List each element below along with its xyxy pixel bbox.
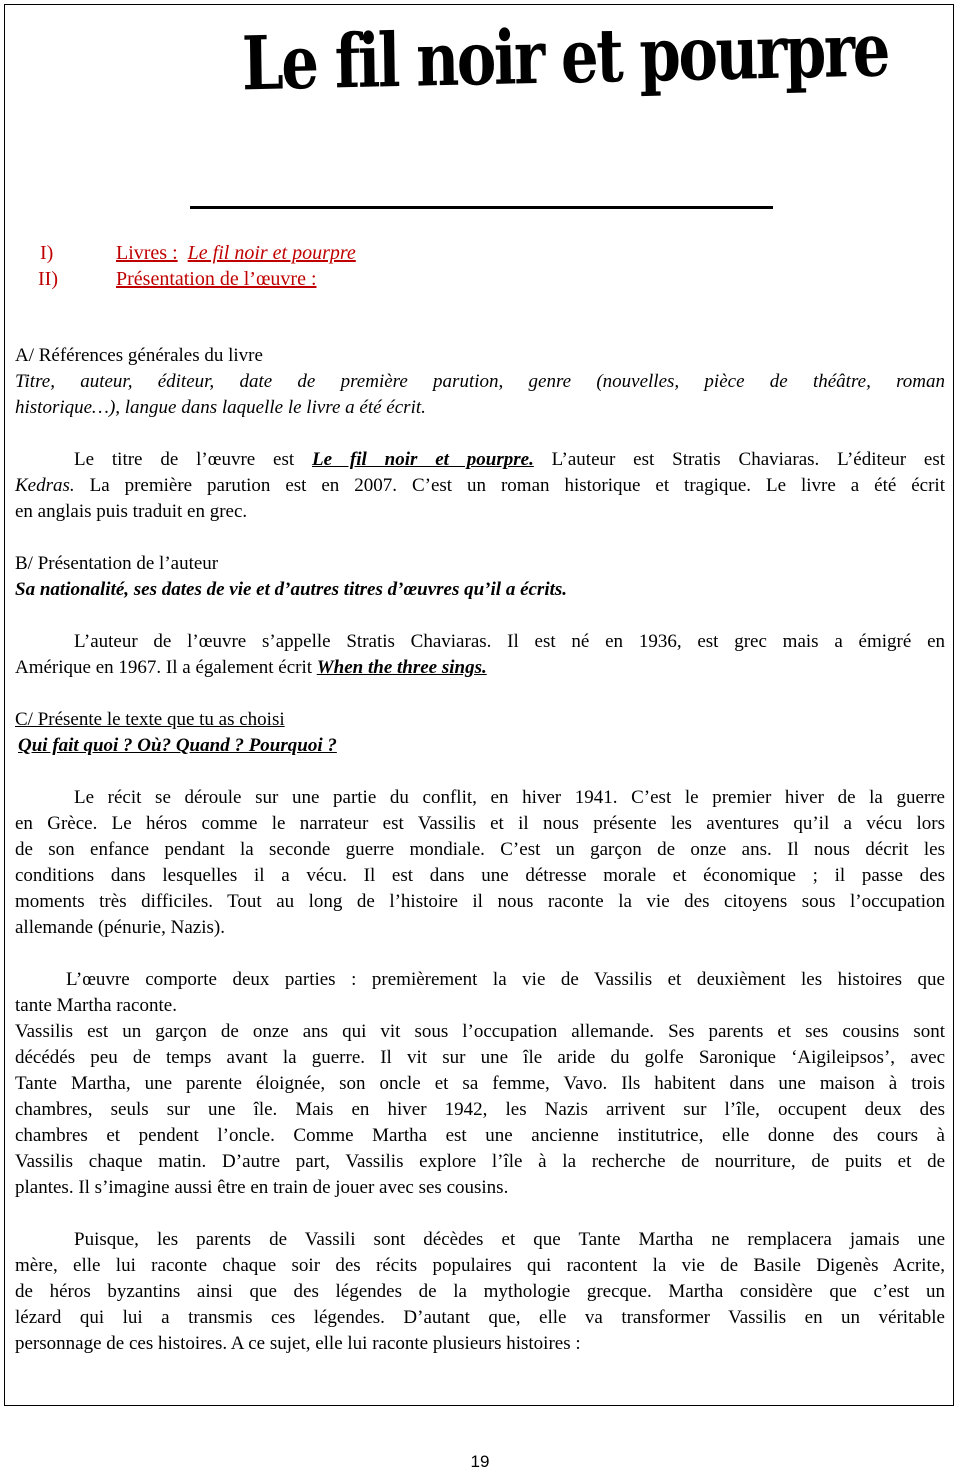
- paragraph-line: Vassilis est un garçon de onze ans qui vit sous l’occupation allemande. Ses parents et ses cousins sont: [15, 1021, 945, 1042]
- section-a-heading: A/ Références générales du livre: [15, 345, 263, 366]
- paragraph-line: de héros byzantins ainsi que des légendes de la mythologie grecque. Martha considère que c’est un: [15, 1281, 945, 1302]
- section-a-line: [15, 473, 945, 499]
- section-b-line: L’auteur de l’œuvre s’appelle Stratis Chaviaras. Il est né en 1936, est grec mais a émigré en: [74, 631, 945, 652]
- book-title: Le fil noir et pourpre.: [312, 449, 534, 470]
- paragraph-line: tante Martha raconte.: [15, 995, 177, 1016]
- text: Amérique en 1967. Il a également écrit: [15, 657, 317, 678]
- paragraph-line: personnage de ces histoires. A ce sujet, elle lui raconte plusieurs histoires :: [15, 1333, 581, 1354]
- book-title: When the three sings.: [316, 657, 487, 678]
- page-number: 19: [470, 1452, 490, 1471]
- paragraph-line: Puisque, les parents de Vassili sont décèdes et que Tante Martha ne remplacera jamais une: [74, 1229, 945, 1250]
- text: La première parution est en 2007. C’est un roman historique et tragique. Le livre a été écrit: [74, 475, 945, 496]
- title-underline: [190, 206, 773, 209]
- toc-number: I): [40, 242, 54, 264]
- toc-label: Livres :: [116, 242, 178, 264]
- section-c-heading: C/ Présente le texte que tu as choisi: [15, 709, 285, 730]
- paragraph-line: chambres, seuls sur une île. Mais en hiver 1942, les Nazis arrivent sur l’île, occupent deux des: [15, 1099, 945, 1120]
- toc-item: [38, 268, 317, 291]
- toc-number: II): [38, 268, 58, 290]
- section-a-prompt: Titre, auteur, éditeur, date de première parution, genre (nouvelles, pièce de théâtre, roman: [15, 371, 945, 392]
- paragraph-line: plantes. Il s’imagine aussi être en train de jouer avec ses cousins.: [15, 1177, 509, 1198]
- text: L’auteur est Stratis Chaviaras. L’éditeur est: [533, 449, 946, 470]
- paragraph-line: de son enfance pendant la seconde guerre mondiale. C’est un garçon de onze ans. Il nous décrit les: [15, 839, 945, 860]
- publisher: Kedras.: [15, 475, 75, 496]
- paragraph-line: Vassilis chaque matin. D’autre part, Vassilis explore l’île à la recherche de nourriture, de puits et de: [15, 1151, 945, 1172]
- paragraph-line: Le récit se déroule sur une partie du conflit, en hiver 1941. C’est le premier hiver de la guerre: [74, 787, 945, 808]
- paragraph-line: L’œuvre comporte deux parties : premièrement la vie de Vassilis et deuxièment les histoires que: [66, 969, 945, 990]
- paragraph-line: allemande (pénurie, Nazis).: [15, 917, 225, 938]
- section-b-prompt: Sa nationalité, ses dates de vie et d’autres titres d’œuvres qu’il a écrits.: [15, 579, 568, 600]
- text: Le titre de l’œuvre est: [74, 449, 313, 470]
- section-b-line: [15, 655, 945, 681]
- paragraph-line: en Grèce. Le héros comme le narrateur est Vassilis et il nous présente les aventures qu’il a vécu lors: [15, 813, 945, 834]
- section-a-line: en anglais puis traduit en grec.: [15, 501, 248, 522]
- paragraph-line: décédés peu de temps avant la guerre. Il vit sur une île aride du golfe Saronique ‘Aigileipsos’, avec: [15, 1047, 945, 1068]
- toc-subtitle: Le fil noir et pourpre: [187, 242, 356, 264]
- paragraph-line: mère, elle lui raconte chaque soir des récits populaires qui racontent la vie de Basile Digenès Acrite,: [15, 1255, 945, 1276]
- paragraph-line: Tante Martha, une parente éloignée, son oncle et sa femme, Vavo. Ils habitent dans une maison à trois: [15, 1073, 945, 1094]
- paragraph-line: moments très difficiles. Tout au long de l’histoire il nous raconte la vie des citoyens sous l’occupation: [15, 891, 945, 912]
- section-a-line: [74, 447, 945, 473]
- toc-item: [38, 242, 356, 265]
- paragraph-line: lézard qui lui a transmis ces légendes. D’autant que, elle va transformer Vassilis en un véritable: [15, 1307, 945, 1328]
- toc-label: Présentation de l’œuvre :: [116, 268, 317, 290]
- paragraph-line: chambres et pendent l’oncle. Comme Martha est une ancienne institutrice, elle donne des cours à: [15, 1125, 945, 1146]
- document-title: Le fil noir et pourpre: [241, 7, 889, 108]
- section-b-heading: B/ Présentation de l’auteur: [15, 553, 219, 574]
- section-a-prompt: historique…), langue dans laquelle le livre a été écrit.: [15, 397, 426, 418]
- section-c-prompt: Qui fait quoi ? Où? Quand ? Pourquoi ?: [18, 735, 337, 756]
- paragraph-line: conditions dans lesquelles il a vécu. Il est dans une détresse morale et économique ; il passe des: [15, 865, 945, 886]
